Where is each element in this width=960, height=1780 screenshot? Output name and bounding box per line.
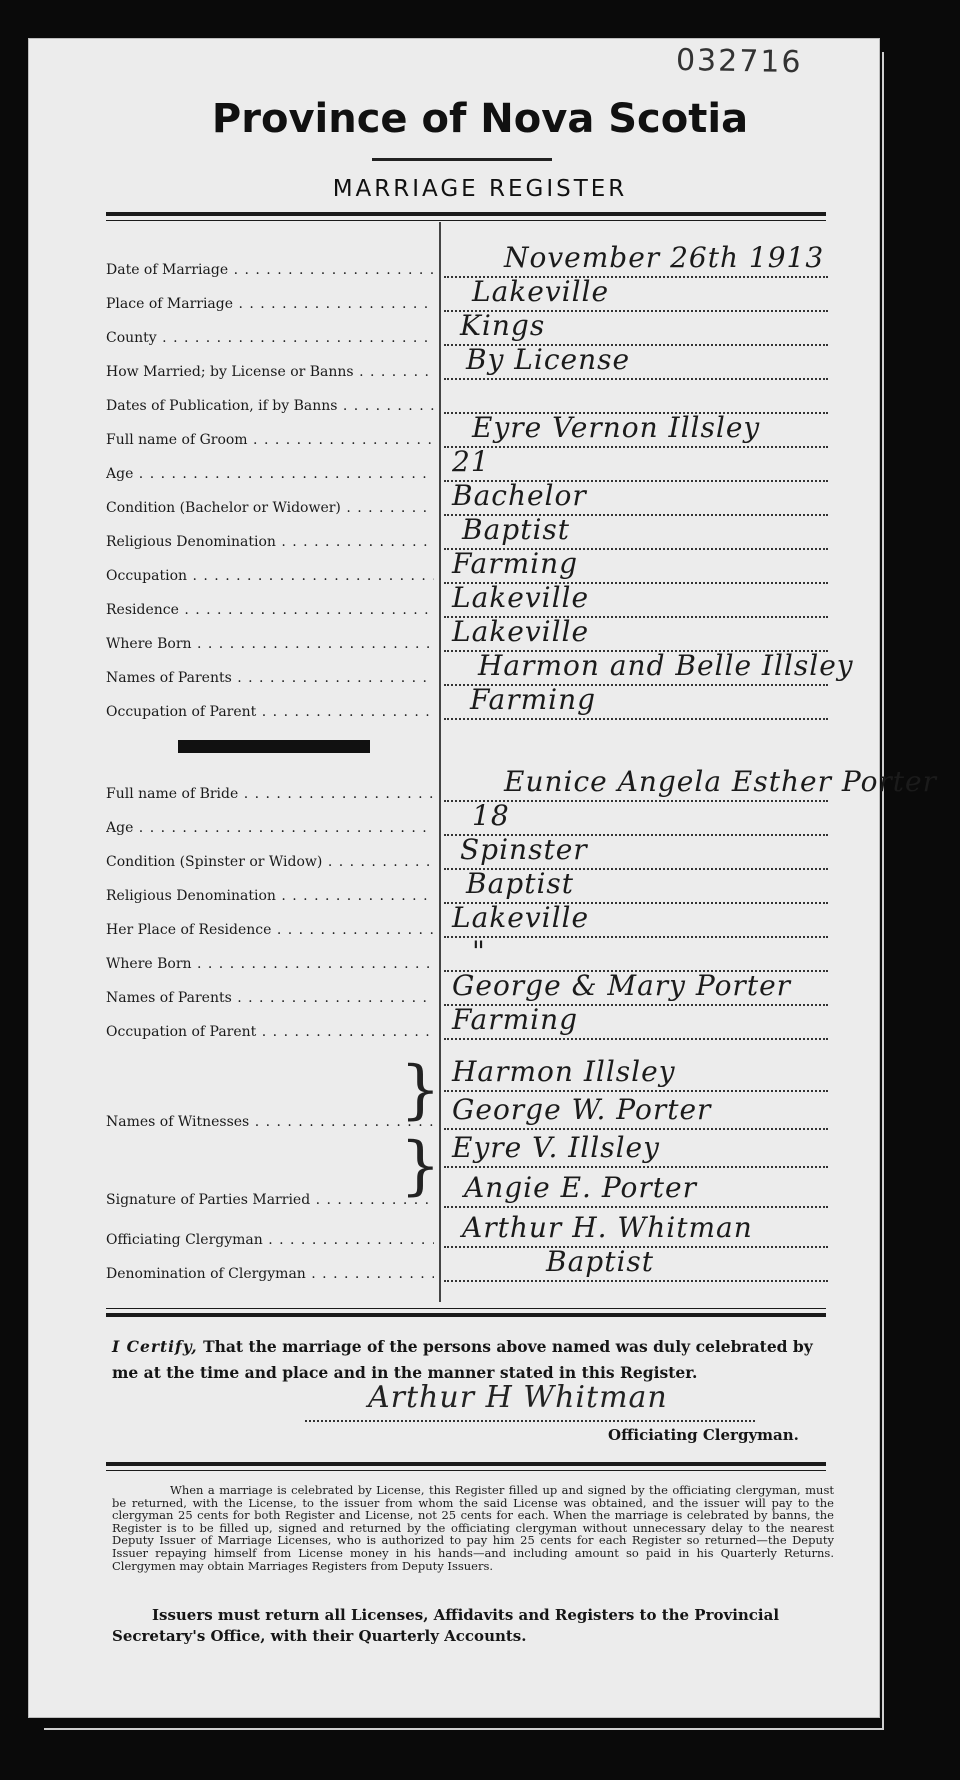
footer-rule-thick xyxy=(106,1462,826,1466)
bride-field-value: Eunice Angela Esther Porter xyxy=(504,765,938,798)
clergy-denomination-label: Denomination of Clergyman . . . xyxy=(106,1266,434,1282)
groom-field-value: Lakeville xyxy=(472,275,610,308)
signature-line xyxy=(305,1420,755,1422)
witnesses-row-2 xyxy=(106,1093,828,1134)
groom-row xyxy=(106,343,828,384)
title-rule xyxy=(372,158,552,161)
groom-field-label: Date of Marriage . . . xyxy=(106,262,434,278)
bride-field-label: Her Place of Residence . . . xyxy=(106,922,434,938)
dotted-line xyxy=(444,1166,828,1168)
groom-field-value: Harmon and Belle Illsley xyxy=(478,649,854,682)
bride-field-value: 18 xyxy=(472,799,510,832)
dotted-line xyxy=(444,718,828,720)
dotted-line xyxy=(444,1280,828,1282)
clergy-signature: Arthur H Whitman xyxy=(368,1380,668,1415)
document-number: 032716 xyxy=(675,42,803,81)
issuers-note: Issuers must return all Licenses, Affidavits and Registers to the Provincial Secretary's Office, with their Quarterly Accounts. xyxy=(112,1606,780,1645)
bride-row xyxy=(106,765,938,806)
bride-field-label: Full name of Bride . . . xyxy=(106,786,434,802)
dotted-line xyxy=(444,446,828,448)
bride-row xyxy=(106,901,828,942)
dotted-line xyxy=(444,378,828,380)
header-rule-thick xyxy=(106,212,826,216)
instructions-paragraph: When a marriage is celebrated by License, this Register filled up and signed by the officiating clergyman, must be returned, with the License, to the issuer from whom the said License was obtained, and the issuer will pay to the clergyman 25 cents for both Register and License, not 25 cents for each. When the marriage is celebrated by banns, the Register is to be filled up, signed and returned by the officiating clergyman without unnecessary delay to the nearest Deputy Issuer of Marriage Licenses, who is authorized to pay him 25 cents for each Register so returned—the Deputy Issuer repaying himself from License money in his hands—and including amount so paid in his Quarterly Returns. Clergymen may obtain Marriages Registers from Deputy Issuers. xyxy=(112,1483,834,1573)
register-title: MARRIAGE REGISTER xyxy=(332,176,628,202)
groom-field-label: County . . . xyxy=(106,330,434,346)
section-divider-bar xyxy=(178,740,370,753)
party-1-signature: Eyre V. Illsley xyxy=(452,1131,660,1164)
bride-field-value: Baptist xyxy=(466,867,575,900)
certify-rule-thick xyxy=(106,1313,826,1317)
groom-row xyxy=(106,241,828,282)
bride-field-label: Names of Parents . . . xyxy=(106,990,434,1006)
groom-field-label: Occupation of Parent . . . xyxy=(106,704,434,720)
dotted-line xyxy=(444,1128,828,1130)
bride-field-value: George & Mary Porter xyxy=(452,969,792,1002)
signature-caption: Officiating Clergyman. xyxy=(608,1426,799,1444)
footer-rule-thin xyxy=(106,1470,826,1471)
groom-field-value: Kings xyxy=(460,309,546,342)
clergy-denomination-value: Baptist xyxy=(546,1245,655,1278)
witness-1-value: Harmon Illsley xyxy=(452,1055,676,1088)
groom-field-value: Lakeville xyxy=(452,581,590,614)
clergy-value: Arthur H. Whitman xyxy=(462,1211,753,1244)
witnesses-brace: } xyxy=(400,1053,441,1127)
clergy-label: Officiating Clergyman . . . xyxy=(106,1232,434,1248)
dotted-line xyxy=(444,1090,828,1092)
groom-field-value: November 26th 1913 xyxy=(504,241,825,274)
bride-field-value: Spinster xyxy=(460,833,588,866)
bride-field-value: Farming xyxy=(452,1003,579,1036)
bride-field-label: Where Born . . . xyxy=(106,956,434,972)
bride-field-label: Age . . . xyxy=(106,820,434,836)
dotted-line xyxy=(444,1038,828,1040)
header-rule-thin xyxy=(106,220,826,221)
bride-field-label: Religious Denomination . . . xyxy=(106,888,434,904)
certify-lead: I Certify, xyxy=(112,1337,198,1356)
witness-2-value: George W. Porter xyxy=(452,1093,712,1126)
groom-field-value: Farming xyxy=(452,547,579,580)
parties-row-2 xyxy=(106,1171,828,1212)
groom-field-label: Dates of Publication, if by Banns . . . xyxy=(106,398,434,414)
bride-field-value: Lakeville xyxy=(452,901,590,934)
bride-field-value: " xyxy=(472,935,486,968)
groom-field-value: Farming xyxy=(470,683,597,716)
groom-field-label: How Married; by License or Banns . . . xyxy=(106,364,434,380)
groom-field-label: Where Born . . . xyxy=(106,636,434,652)
clergy-row-2 xyxy=(106,1245,828,1286)
party-2-signature: Angie E. Porter xyxy=(464,1171,697,1204)
dotted-line xyxy=(444,936,828,938)
clergy-row-1 xyxy=(106,1211,828,1252)
bride-row xyxy=(106,1003,828,1044)
groom-field-value: Eyre Vernon Illsley xyxy=(472,411,761,444)
groom-row xyxy=(106,649,854,690)
groom-field-value: 21 xyxy=(452,445,490,478)
dotted-line xyxy=(444,1206,828,1208)
groom-row xyxy=(106,683,828,724)
witnesses-row-1 xyxy=(106,1055,828,1096)
certify-body: That the marriage of the persons above named was duly celebrated by me at the time and place and in the manner stated in this Register. xyxy=(112,1337,813,1382)
groom-field-value: Bachelor xyxy=(452,479,587,512)
province-title: Province of Nova Scotia xyxy=(211,96,749,142)
groom-field-value: By License xyxy=(466,343,631,376)
certify-rule-thin xyxy=(106,1308,826,1309)
groom-field-label: Age . . . xyxy=(106,466,434,482)
groom-field-label: Condition (Bachelor or Widower) . . . xyxy=(106,500,434,516)
groom-field-label: Religious Denomination . . . xyxy=(106,534,434,550)
certification-text xyxy=(112,1334,832,1386)
parties-row-1 xyxy=(106,1131,828,1172)
groom-field-label: Residence . . . xyxy=(106,602,434,618)
bride-field-label: Occupation of Parent . . . xyxy=(106,1024,434,1040)
groom-field-label: Occupation . . . xyxy=(106,568,434,584)
groom-field-label: Place of Marriage . . . xyxy=(106,296,434,312)
groom-field-value: Lakeville xyxy=(452,615,590,648)
parties-brace: } xyxy=(400,1129,441,1203)
groom-field-label: Names of Parents . . . xyxy=(106,670,434,686)
bride-field-label: Condition (Spinster or Widow) . . . xyxy=(106,854,434,870)
groom-field-label: Full name of Groom . . . xyxy=(106,432,434,448)
witnesses-label: Names of Witnesses . . . xyxy=(106,1114,434,1130)
groom-field-value: Baptist xyxy=(462,513,571,546)
parties-label: Signature of Parties Married . . . xyxy=(106,1192,434,1208)
